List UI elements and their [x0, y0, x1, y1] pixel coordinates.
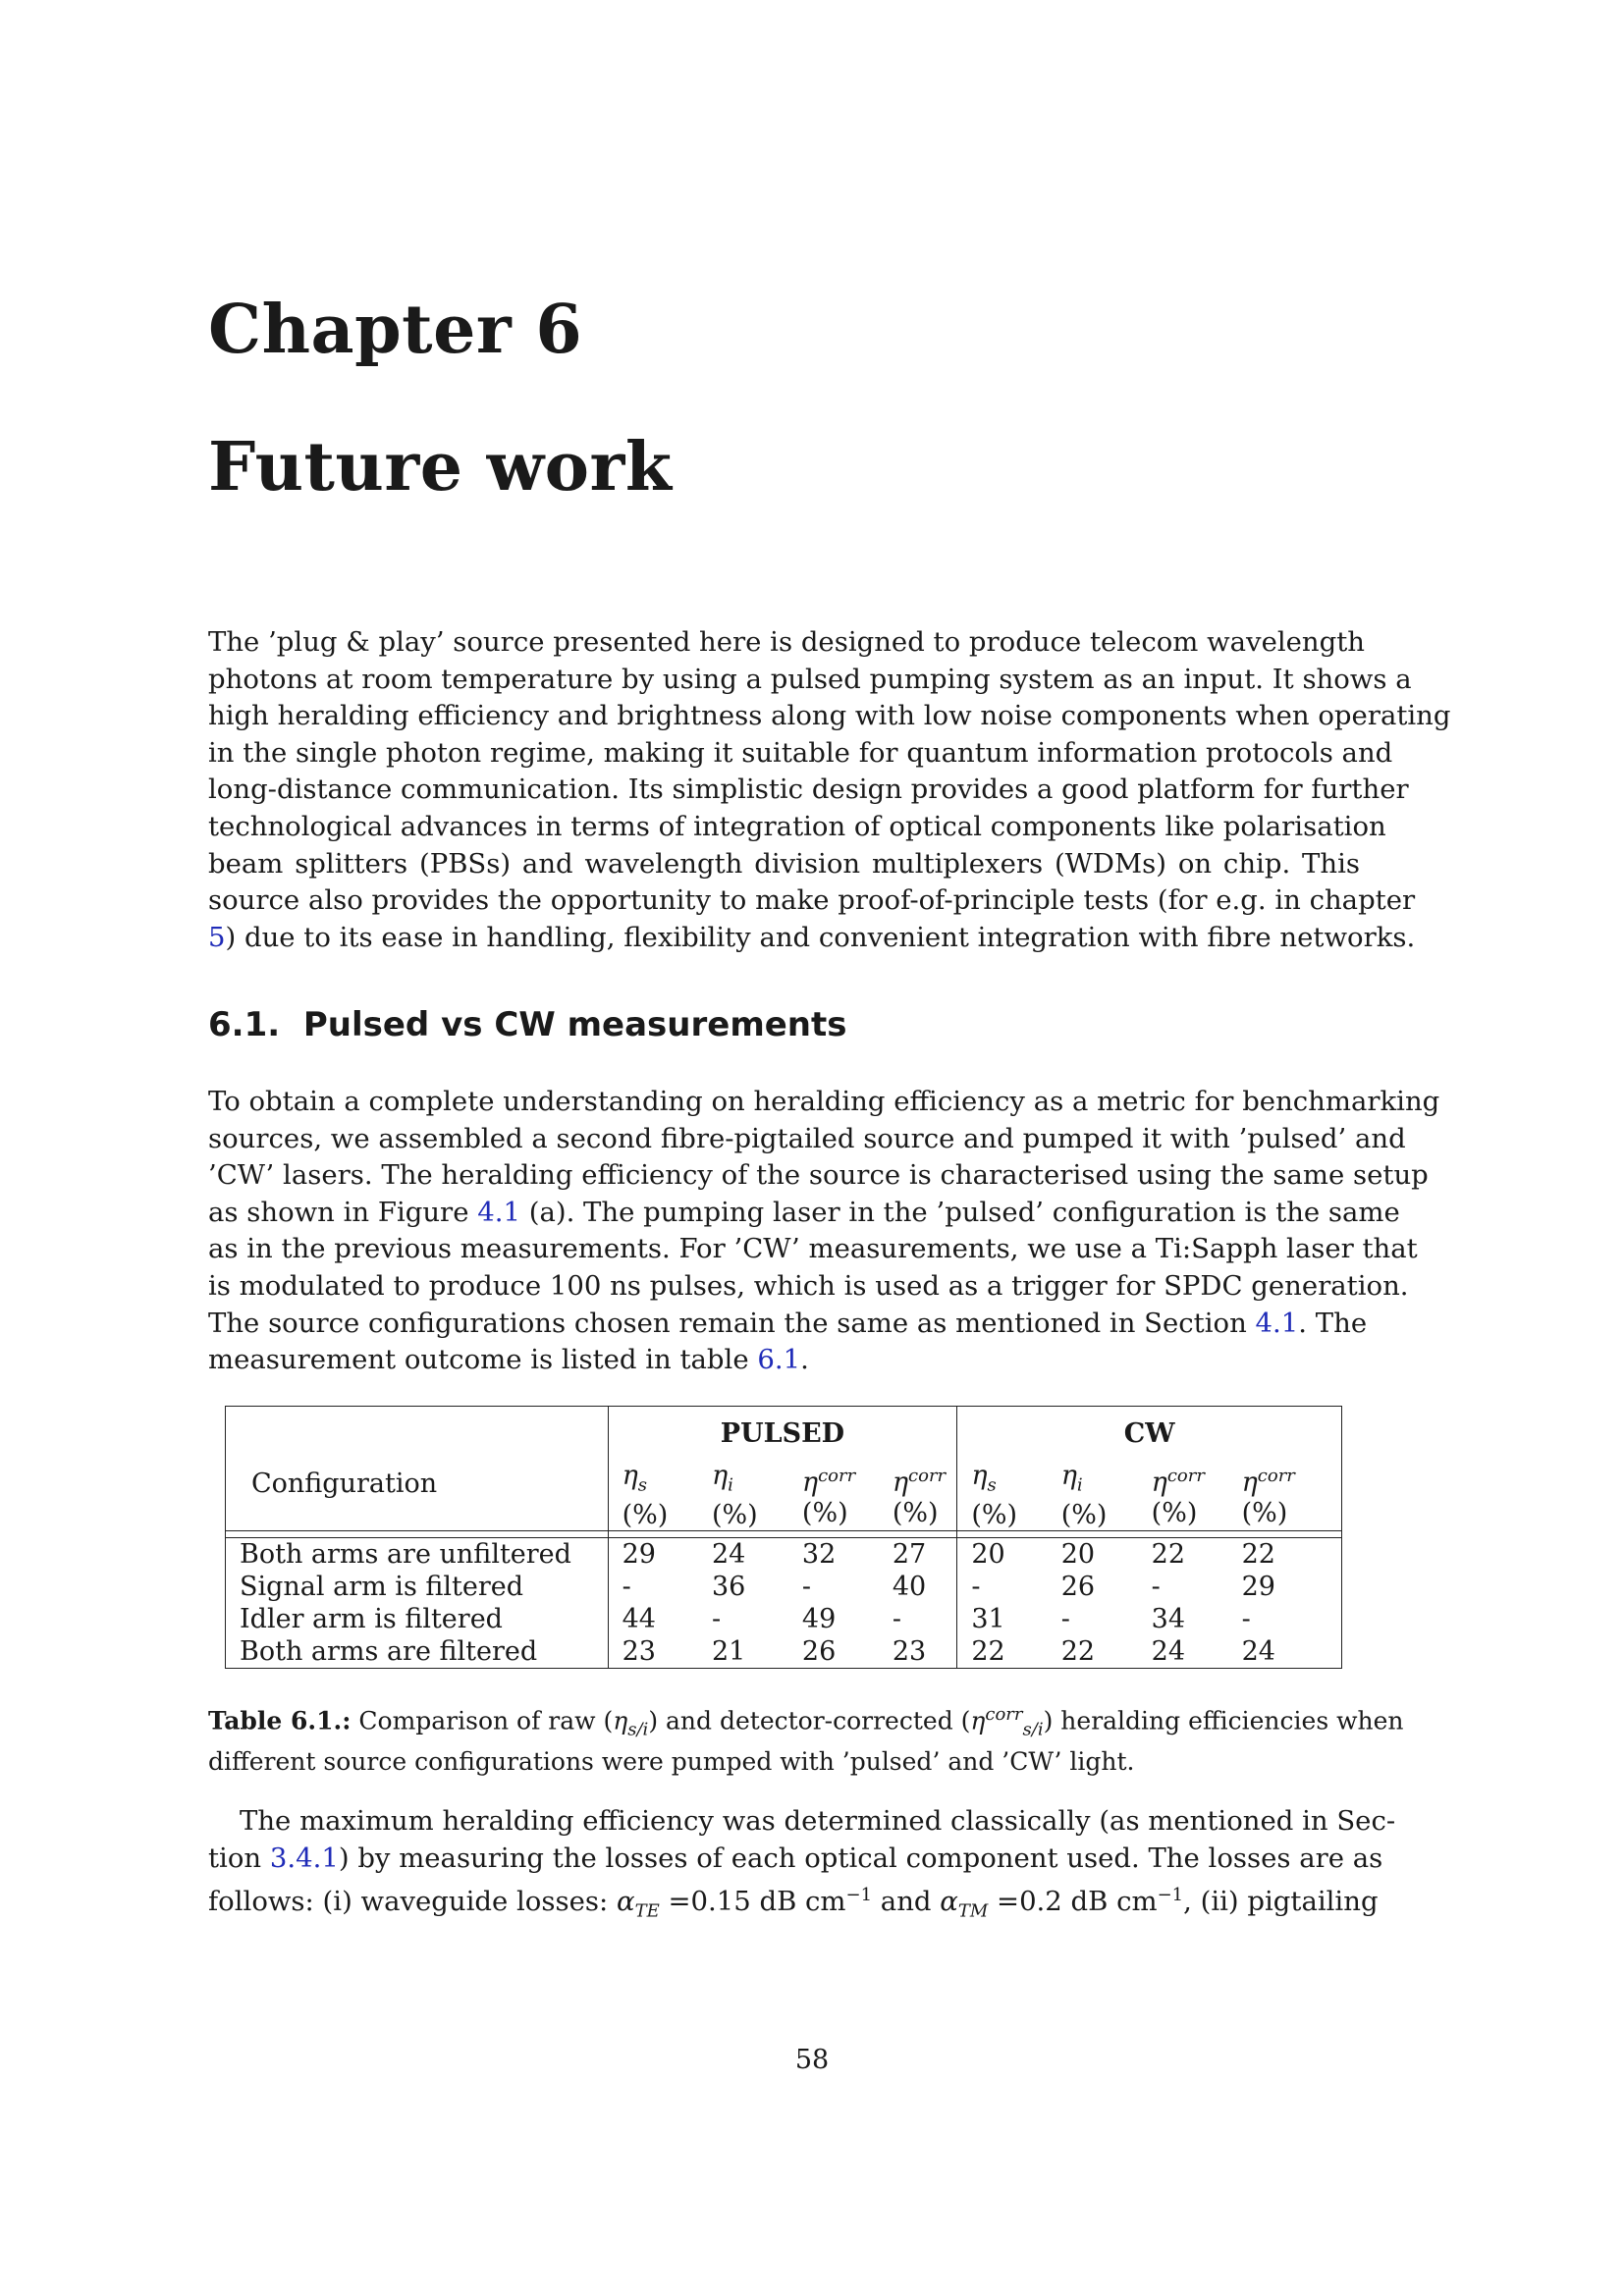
table-corner-cell	[226, 1407, 609, 1456]
caption-line: different source configurations were pumped with ’pulsed’ and ’CW’ light.	[208, 1747, 1135, 1777]
header-eta-s-corr: $\eta^{corr}$ (%)	[788, 1455, 879, 1531]
config-cell: Idler arm is filtered	[226, 1603, 609, 1635]
pulsed-group-header: PULSED	[608, 1407, 957, 1456]
config-cell: Signal arm is filtered	[226, 1571, 609, 1603]
value-cell: -	[608, 1571, 698, 1603]
value-cell: 26	[788, 1635, 879, 1669]
value-cell: -	[892, 1604, 901, 1635]
section-number: 6.1.	[208, 1005, 281, 1044]
chapter-label: Chapter 6	[208, 291, 583, 369]
closing-line: The maximum heralding efficiency was determined classically (as mentioned in Sec-	[240, 1805, 1396, 1837]
config-header: Configuration	[226, 1455, 609, 1531]
table-column-header-row	[226, 1455, 1342, 1531]
value-cell: -	[711, 1604, 722, 1635]
value-cell: 29	[1228, 1571, 1342, 1603]
value-cell: 24	[1138, 1635, 1228, 1669]
section-link[interactable]: 4.1	[1255, 1307, 1299, 1339]
value-cell: 27	[879, 1538, 957, 1572]
section-line-text: as shown in Figure	[208, 1196, 478, 1228]
value-cell: 23	[879, 1635, 957, 1669]
value-cell: 22	[1138, 1538, 1228, 1572]
page-number: 58	[794, 2045, 830, 2075]
section-line	[208, 1342, 1360, 1379]
section-link[interactable]: 3.4.1	[269, 1842, 339, 1874]
section-line	[208, 1306, 1368, 1343]
table-row	[226, 1635, 1342, 1669]
value-cell: -	[957, 1571, 1048, 1603]
table-link[interactable]: 6.1	[757, 1344, 801, 1376]
intro-line: high heralding efficiency and brightness along with low noise components when operating	[208, 700, 1451, 732]
intro-line: beam splitters (PBSs) and wavelength division multiplexers (WDMs) on chip. This	[208, 847, 1360, 880]
closing-paragraph	[208, 1803, 1396, 1930]
header-eta-i-corr: $\eta^{corr}$ (%)	[1228, 1455, 1342, 1531]
table-row	[226, 1538, 1342, 1572]
value-cell: -	[1228, 1603, 1342, 1635]
config-cell: Both arms are unfiltered	[226, 1538, 609, 1572]
intro-line-text: ) due to its ease in handling, flexibility and convenient integration with fibre networks.	[225, 921, 1416, 953]
section-line: To obtain a complete understanding on heralding efficiency as a metric for benchmarking	[208, 1086, 1440, 1117]
section-line-text: . The	[1298, 1307, 1368, 1339]
value-cell: 22	[957, 1635, 1048, 1669]
intro-line: in the single photon regime, making it suitable for quantum information protocols and	[208, 736, 1393, 769]
results-table	[225, 1406, 1342, 1669]
caption-label: Table 6.1.:	[208, 1706, 352, 1735]
value-cell: 29	[608, 1538, 698, 1572]
section-line-text: measurement outcome is listed in table	[208, 1344, 758, 1376]
intro-line: photons at room temperature by using a pulsed pumping system as an input. It shows a	[208, 663, 1412, 695]
figure-link[interactable]: 4.1	[477, 1196, 520, 1228]
intro-paragraph	[208, 624, 1451, 956]
intro-line	[208, 920, 1416, 957]
chapter-link[interactable]: 5	[208, 921, 226, 953]
table-row	[226, 1603, 1342, 1635]
value-cell: 31	[957, 1603, 1048, 1635]
value-cell: -	[801, 1572, 812, 1603]
value-cell: 44	[608, 1603, 698, 1635]
value-cell: 40	[892, 1572, 927, 1603]
section-heading	[208, 1005, 847, 1044]
intro-line: technological advances in terms of integration of optical components like polarisation	[208, 810, 1386, 842]
value-cell: 36	[711, 1572, 746, 1603]
table-group-header-row	[226, 1407, 1342, 1456]
intro-line: source also provides the opportunity to make proof-of-principle tests (for e.g. in chapter	[208, 884, 1416, 917]
value-cell: 49	[801, 1604, 837, 1635]
header-eta-i: $\eta_i$ (%)	[1048, 1455, 1138, 1531]
value-cell: 20	[1048, 1538, 1138, 1572]
table-caption	[208, 1698, 1404, 1778]
config-cell: Both arms are filtered	[226, 1635, 609, 1669]
value-cell: 22	[1048, 1635, 1138, 1669]
header-eta-s: $\eta_s$ (%)	[608, 1455, 698, 1531]
value-cell: 34	[1151, 1604, 1186, 1635]
section-line-text: (a). The pumping laser in the ’pulsed’ configuration is the same	[519, 1196, 1400, 1228]
caption-line: Table 6.1.: Comparison of raw $(\eta_{s/i})$ and detector-corrected $(\eta^{corr}_{s/i})$ heralding efficiencies when	[208, 1704, 1404, 1740]
value-cell: 22	[1228, 1538, 1342, 1572]
header-eta-i: $\eta_i$ (%)	[698, 1455, 788, 1531]
section-line: as in the previous measurements. For ’CW’ measurements, we use a Ti:Sapph laser that	[208, 1233, 1418, 1265]
section-title: Pulsed vs CW measurements	[302, 1005, 847, 1044]
value-cell: 21	[698, 1635, 788, 1669]
section-paragraph	[208, 1084, 1440, 1379]
value-cell: -	[1060, 1604, 1070, 1635]
value-cell: 20	[957, 1538, 1048, 1572]
section-line-text: .	[800, 1344, 809, 1376]
section-line: is modulated to produce 100 ns pulses, which is used as a trigger for SPDC generation.	[208, 1269, 1409, 1302]
table-separator	[226, 1531, 1342, 1538]
header-eta-s-corr: $\eta^{corr}$ (%)	[1138, 1455, 1228, 1531]
table-row	[226, 1571, 1342, 1603]
value-cell: 32	[788, 1538, 879, 1572]
value-cell: 23	[608, 1635, 698, 1669]
section-line: sources, we assembled a second fibre-pigtailed source and pumped it with ’pulsed’ and	[208, 1122, 1406, 1154]
value-cell: 24	[1228, 1635, 1342, 1669]
value-cell: -	[1151, 1572, 1161, 1603]
section-line-text: The source configurations chosen remain the same as mentioned in Section	[208, 1307, 1256, 1339]
header-eta-i-corr: $\eta^{corr}$ (%)	[879, 1455, 957, 1531]
cw-group-header: CW	[957, 1407, 1342, 1456]
chapter-title: Future work	[208, 428, 673, 507]
closing-line: tion 3.4.1) by measuring the losses of each optical component used. The losses are as	[208, 1842, 1383, 1874]
section-line	[208, 1195, 1400, 1232]
closing-line: follows: (i) waveguide losses: $\alpha_{TE} =0.15$ dB $cm^{-1}$ and $\alpha_{TM} =0.2$ dB $cm^{-1}$, (ii) pigtailing	[208, 1885, 1379, 1922]
intro-line: long-distance communication. Its simplistic design provides a good platform for further	[208, 774, 1409, 806]
value-cell: 24	[698, 1538, 788, 1572]
header-eta-s: $\eta_s$ (%)	[957, 1455, 1048, 1531]
intro-line: The ’plug & play’ source presented here is designed to produce telecom wavelength	[208, 626, 1366, 658]
value-cell: 26	[1060, 1572, 1096, 1603]
section-line: ’CW’ lasers. The heralding efficiency of the source is characterised using the same setup	[208, 1159, 1429, 1192]
